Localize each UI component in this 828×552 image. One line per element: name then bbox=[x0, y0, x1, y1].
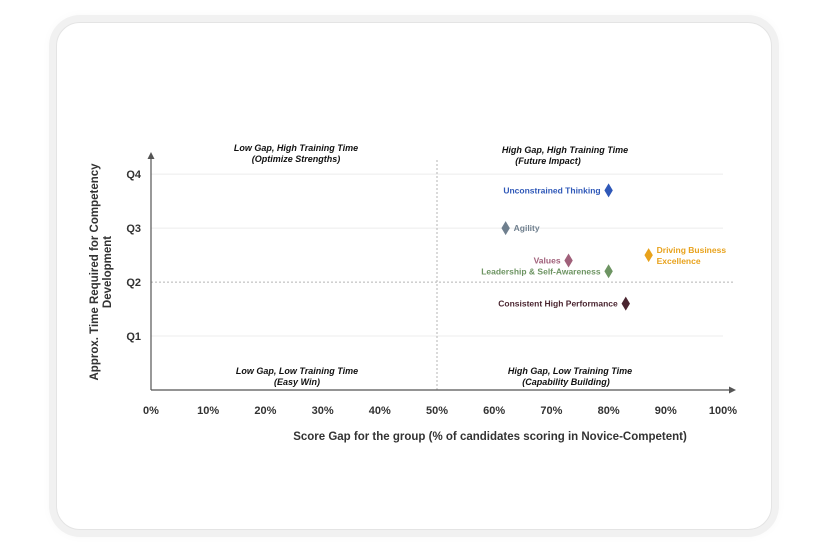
quadrant-bottom-right-title: High Gap, Low Training Time bbox=[507, 366, 633, 376]
x-tick-label: 90% bbox=[654, 405, 677, 417]
point-label: Consistent High Performance bbox=[498, 298, 618, 309]
y-axis-title-line1: Approx. Time Required for Competency bbox=[89, 163, 101, 381]
point-label: Agility bbox=[513, 223, 540, 234]
diamond-marker bbox=[501, 221, 509, 235]
diamond-marker bbox=[604, 183, 612, 197]
y-axis-title-line2: Development bbox=[102, 235, 114, 309]
y-axis-arrow bbox=[148, 152, 155, 159]
data-points bbox=[481, 183, 726, 310]
x-tick-label: 50% bbox=[425, 405, 449, 417]
quadrant-top-right-subtitle: (Future Impact) bbox=[515, 156, 581, 166]
x-axis-title: Score Gap for the group (% of candidates scoring in Novice-Competent) bbox=[293, 431, 687, 443]
point-label: Values bbox=[533, 255, 561, 266]
diamond-marker bbox=[644, 248, 652, 262]
x-tick-labels bbox=[143, 405, 737, 417]
quadrant-bottom-right-subtitle: (Capability Building) bbox=[522, 377, 610, 387]
y-tick-label: Q2 bbox=[126, 277, 141, 290]
x-tick-label: 0% bbox=[143, 405, 159, 417]
diamond-marker bbox=[604, 264, 612, 278]
y-tick-label: Q3 bbox=[126, 223, 141, 236]
x-tick-label: 20% bbox=[254, 405, 277, 417]
x-axis-arrow bbox=[729, 387, 736, 394]
diamond-marker bbox=[622, 297, 630, 311]
x-tick-label: 60% bbox=[483, 405, 506, 417]
x-tick-label: 80% bbox=[597, 405, 620, 417]
quadrant-top-left-title: Low Gap, High Training Time bbox=[233, 143, 359, 153]
x-tick-label: 30% bbox=[311, 405, 334, 417]
point-label: Driving Business bbox=[656, 245, 727, 256]
x-tick-label: 100% bbox=[708, 405, 738, 417]
x-tick-label: 10% bbox=[197, 405, 220, 417]
quadrant-bottom-left-subtitle: (Easy Win) bbox=[274, 377, 320, 387]
x-tick-label: 70% bbox=[540, 405, 563, 417]
y-tick-label: Q4 bbox=[126, 169, 141, 182]
y-tick-labels bbox=[126, 169, 142, 343]
point-label: Unconstrained Thinking bbox=[503, 185, 601, 196]
point-label: Excellence bbox=[656, 256, 701, 267]
point-label: Leadership & Self-Awareness bbox=[481, 266, 601, 277]
x-tick-label: 40% bbox=[368, 405, 391, 417]
y-tick-label: Q1 bbox=[126, 331, 141, 344]
quadrant-bottom-left-title: Low Gap, Low Training Time bbox=[235, 366, 359, 376]
quadrant-top-left-subtitle: (Optimize Strengths) bbox=[251, 154, 341, 164]
grid-lines bbox=[151, 174, 723, 336]
quadrant-top-right-title: High Gap, High Training Time bbox=[501, 145, 629, 155]
